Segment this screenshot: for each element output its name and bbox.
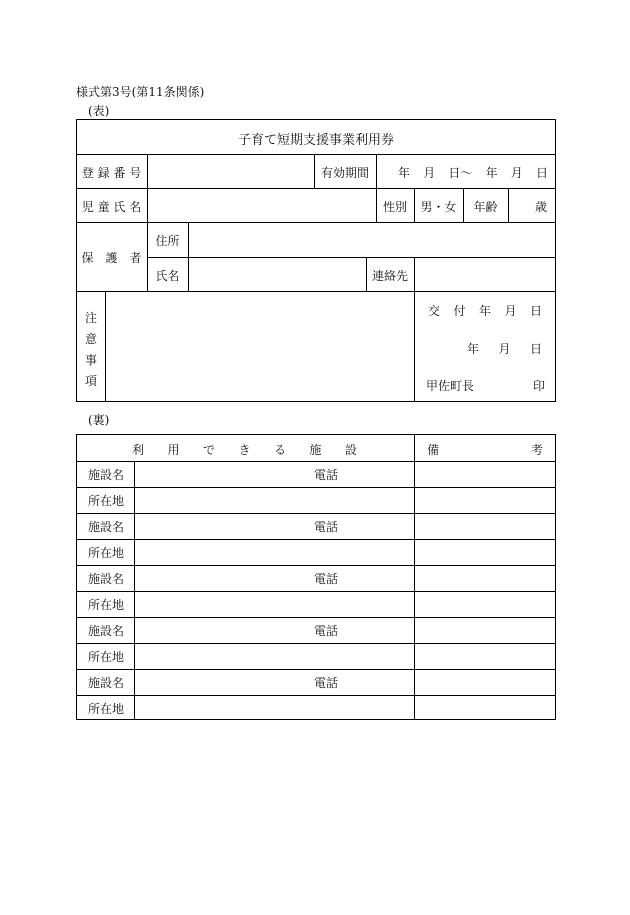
issue-date-label: 交 付 年 月 日: [428, 304, 542, 318]
child-name-field[interactable]: [148, 189, 375, 221]
notes-area[interactable]: [106, 292, 413, 401]
child-name-label: 児 童 氏 名: [81, 200, 142, 214]
divider: [508, 188, 509, 222]
facility-name-label: 施設名: [88, 624, 125, 638]
valid-period-label: 有効期間: [320, 166, 369, 180]
divider: [76, 695, 556, 696]
valid-period-dates[interactable]: [398, 164, 548, 181]
contact-label: 連絡先: [371, 269, 408, 283]
date-month-from: 月: [423, 166, 436, 180]
facility-name-label: 施設名: [88, 676, 125, 690]
facility-address-label: 所在地: [88, 494, 125, 508]
mayor-label: 甲佐町長: [426, 379, 475, 393]
ticket-title: 子育て短期支援事業利用券: [237, 133, 394, 148]
gender-label: 性別: [382, 200, 407, 214]
facility-name-label: 施設名: [88, 520, 125, 534]
facility-address-label: 所在地: [88, 546, 125, 560]
age-label: 年齢: [473, 200, 498, 214]
divider: [76, 461, 556, 462]
date-day-to: 日: [535, 166, 548, 180]
divider: [414, 434, 415, 720]
age-unit: 歳: [535, 200, 548, 214]
facility-name-label: 施設名: [88, 572, 125, 586]
date-year-to: 年: [485, 166, 498, 180]
notes-label-1: 注: [85, 311, 98, 325]
date-day-from: 日〜: [448, 166, 473, 180]
divider: [76, 513, 556, 514]
phone-label: 電話: [314, 468, 339, 482]
contact-field[interactable]: [415, 258, 555, 290]
seal-mark: 印: [533, 379, 546, 393]
divider: [76, 565, 556, 566]
divider: [414, 291, 415, 402]
date-month-to: 月: [510, 166, 523, 180]
form-number: 様式第3号(第11条関係): [76, 85, 205, 99]
phone-label: 電話: [314, 572, 339, 586]
phone-label: 電話: [314, 520, 339, 534]
facility-address-label: 所在地: [88, 650, 125, 664]
divider: [76, 487, 556, 488]
notes-label-3: 事: [85, 353, 98, 367]
facility-address-label: 所在地: [88, 702, 125, 716]
notes-label-2: 意: [85, 332, 98, 346]
phone-label: 電話: [314, 676, 339, 690]
facility-address-label: 所在地: [88, 598, 125, 612]
issue-date-field[interactable]: 年 月 日: [467, 342, 542, 356]
back-label: (裏): [88, 413, 110, 427]
divider: [76, 617, 556, 618]
gender-choice[interactable]: 男・女: [420, 200, 457, 214]
facility-header: 利 用 で き る 施 設: [132, 443, 357, 457]
reg-number-label: 登 録 番 号: [81, 166, 142, 180]
divider: [76, 539, 556, 540]
divider: [76, 591, 556, 592]
reg-number-field[interactable]: [148, 155, 313, 187]
date-year-from: 年: [398, 166, 411, 180]
notes-label-4: 項: [85, 374, 98, 388]
phone-label: 電話: [314, 624, 339, 638]
guardian-label: 保 護 者: [81, 251, 142, 265]
divider: [76, 669, 556, 670]
address-label: 住所: [155, 234, 180, 248]
facility-name-label: 施設名: [88, 468, 125, 482]
name-label: 氏名: [155, 269, 180, 283]
address-field[interactable]: [189, 223, 555, 256]
guardian-name-field[interactable]: [189, 258, 365, 290]
divider: [76, 643, 556, 644]
front-label: (表): [88, 104, 110, 118]
remarks-header: 備 考: [427, 443, 543, 457]
divider: [376, 154, 377, 188]
